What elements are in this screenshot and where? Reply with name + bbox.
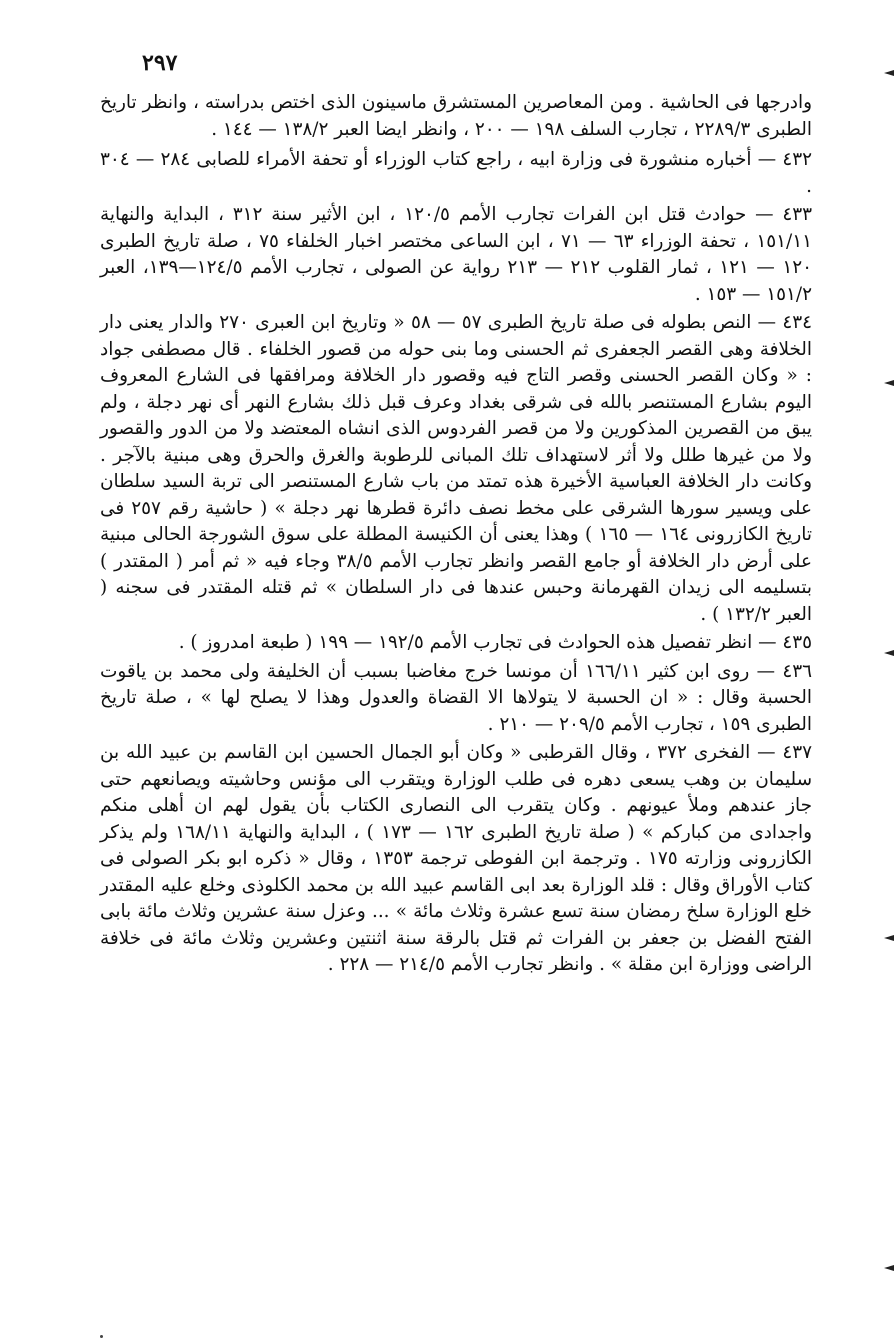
margin-marker xyxy=(884,380,894,386)
margin-marker xyxy=(884,935,894,941)
footnote-433: ٤٣٣ — حوادث قتل ابن الفرات تجارب الأمم ١٢٠/٥ ، ابن الأثير سنة ٣١٢ ، البداية والنهاية ١٥١/١١ ، تحفة الوزراء ٦٣ — ٧١ ، ابن الساعى مختصر اخبار الخلفاء ٧٥ ، صلة تاريخ الطبرى ١٢٠ — ١٢١ ، ثمار القلوب ٢١٢ — ٢١٣ رواية عن الصولى ، تجارب الأمم ١٢٤/٥—١٣٩، العبر ١٥١/٢ — ١٥٣ . xyxy=(100,204,813,305)
scan-speck xyxy=(100,1335,103,1338)
footnote-continuation: وادرجها فى الحاشية . ومن المعاصرين المستشرق ماسينون الذى اختص بدراسته ، وانظر تاريخ الطبرى ٢٢٨٩/٣ ، تجارب السلف ١٩٨ — ٢٠٠ ، وانظر ايضا العبر ١٣٨/٢ — ١٤٤ . xyxy=(100,92,812,140)
footnote-432: ٤٣٢ — أخباره منشورة فى وزارة ابيه ، راجع كتاب الوزراء أو تحفة الأمراء للصابى ٢٨٤ — ٣٠٤ . xyxy=(100,149,812,197)
footnote-435: ٤٣٥ — انظر تفصيل هذه الحوادث فى تجارب الأمم ١٩٢/٥ — ١٩٩ ( طبعة امدروز ) . xyxy=(178,632,812,653)
footnote-437: ٤٣٧ — الفخرى ٣٧٢ ، وقال القرطبى « وكان أبو الجمال الحسين ابن القاسم بن عبيد الله بن سليمان بن وهب يسعى دهره فى طلب الوزارة ويتقرب الى مؤنس وحاشيته ويصانعهم حتى جاز عندهم وملأ عيونهم . وكان يتقرب الى النصارى الكتاب بأن يقول لهم ان أهلى منكم واجدادى من كبارکم » ( صلة تاريخ الطبرى ١٦٢ — ١٧٣ ) ، البداية والنهاية ١٦٨/١١ ولم يذكر الكازرونى وزارته ١٧٥ . وترجمة ابن الفوطى ترجمة ١٣٥٣ ، وقال « ذكره ابو بكر الصولى فى كتاب الأوراق وقال : قلد الوزارة بعد ابى القاسم عبيد الله بن محمد الكلوذى وخلع عليه المقتدر خلع الوزارة سلخ رمضان سنة تسع عشرة وثلاث مائة » ... وعزل سنة عشرين وثلاث مائة بابى الفتح الفضل بن جعفر بن الفرات ثم قتل بالرقة سنة اثنتين وعشرين وثلاث مائة فى خلافة الراضى ووزارة ابن مقلة » . وانظر تجارب الأمم ٢١٤/٥ — ٢٢٨ . xyxy=(100,742,813,975)
margin-marker xyxy=(884,650,894,656)
page-number: ٢٩٧ xyxy=(142,50,178,76)
margin-marker xyxy=(884,1265,894,1271)
footnotes-body xyxy=(100,90,812,981)
footnote-434: ٤٣٤ — النص بطوله فى صلة تاريخ الطبرى ٥٧ — ٥٨ « وتاريخ ابن العبرى ٢٧٠ والدار يعنى دار الخلافة وهى القصر الجعفرى ثم الحسنى وما بنى حوله من قصور الخلفاء . قال مصطفى جواد : « وكان القصر الحسنى وقصر التاج فيه وقصور دار الخلافة ومرافقها فى الشارع المعروف اليوم بشارع المستنصر بالله فى شرقى بغداد وعرف قبل ذلك بشارع النهر أى نهر دجلة ، ولم يبق من القصرين المذكورين ولا من قصر الفردوس الذى انشاه المعتضد ولا من الدور والقصور ولا من غيرها طلل ولا أثر لاستهداف تلك المبانى للرطوبة والغرق والحرق وهى مبنية بالآجر . وكانت دار الخلافة العباسية الأخيرة هذه تمتد من باب شارع المستنصر الى تربة السيد سلطان على ويسير سورها الشرقى على مخط نصف دائرة قطرها نهر دجلة » ( حاشية رقم ٢٥٧ فى تاريخ الكازرونى ١٦٤ — ١٦٥ ) وهذا يعنى أن الكنيسة المطلة على سوق الشورجة الحالى مبنية على أرض دار الخلافة أو جامع القصر وانظر تجارب الأمم ٣٨/٥ وجاء فيه « ثم أمر ( المقتدر ) بتسليمه الى زيدان القهرمانة وحبس عندها فى دار السلطان » ثم قتله المقتدر فى سجنه ( العبر ١٣٢/٢ ) . xyxy=(100,312,812,625)
footnote-436: ٤٣٦ — روى ابن كثير ١٦٦/١١ أن مونسا خرج مغاضبا بسبب أن الخليفة ولى محمد بن ياقوت الحسبة وقال : « ان الحسبة لا يتولاها الا القضاة والعدول وهذا لا يصلح لها » ، صلة تاريخ الطبرى ١٥٩ ، تجارب الأمم ٢٠٩/٥ — ٢١٠ . xyxy=(100,660,812,735)
margin-marker xyxy=(884,70,894,76)
